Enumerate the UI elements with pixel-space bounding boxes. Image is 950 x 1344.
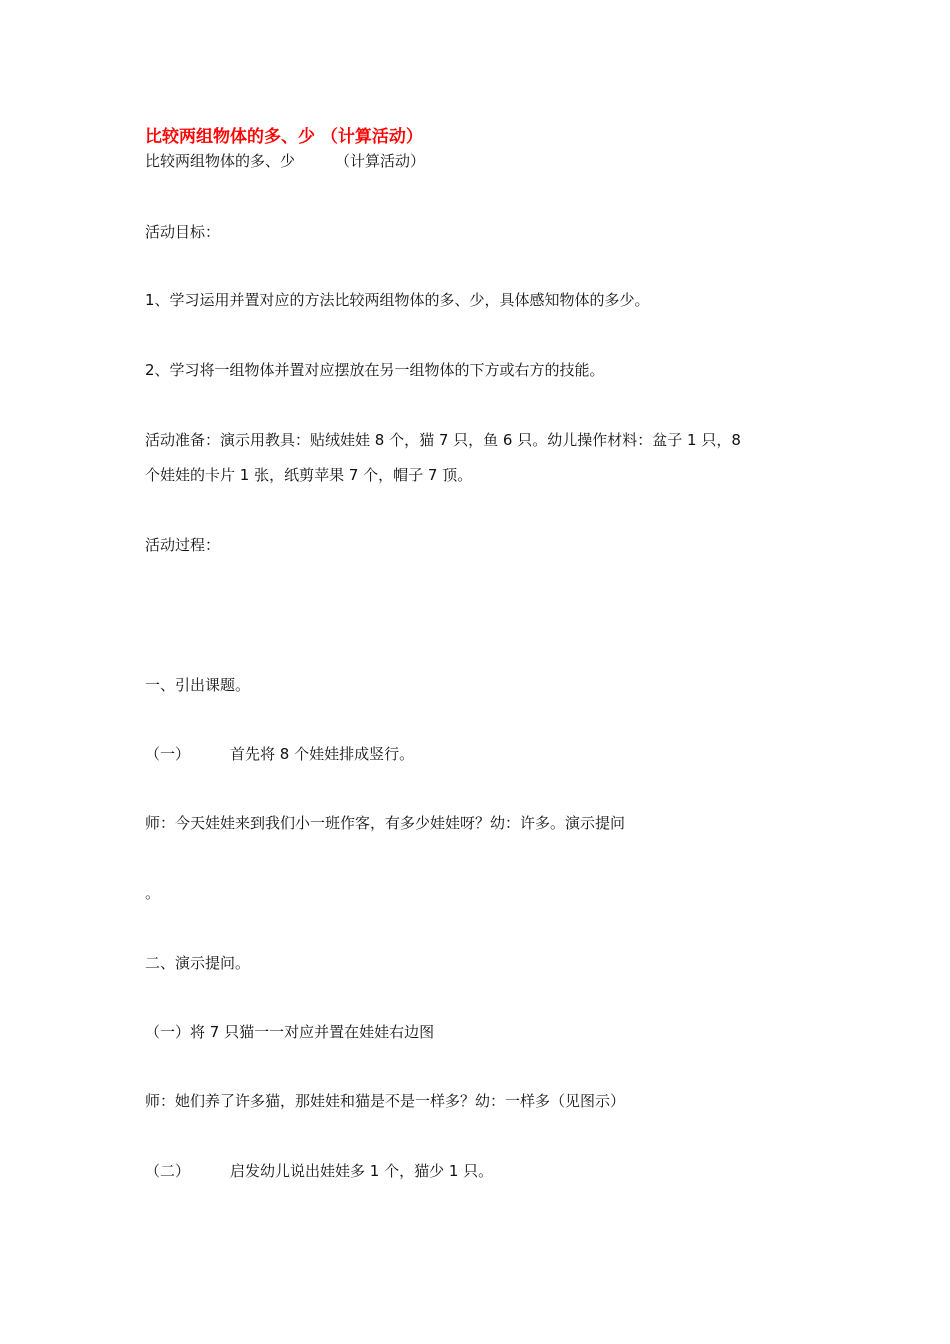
step-2-1: （一）将 7 只猫一一对应并置在娃娃右边图	[145, 1023, 435, 1041]
step-1-1	[145, 744, 414, 764]
step-number: （二）	[145, 1162, 191, 1180]
step-2-2	[145, 1161, 493, 1181]
subtitle-activity: （计算活动）	[335, 152, 426, 170]
teacher-dialogue-1: 师：今天娃娃来到我们小一班作客，有多少娃娃呀？幼：许多。演示提问	[145, 814, 626, 832]
section-heading-2: 二、演示提问。	[145, 954, 251, 972]
step-number: （一）	[145, 745, 191, 763]
preparation-line-2: 个娃娃的卡片 1 张，纸剪苹果 7 个，帽子 7 顶。	[145, 466, 473, 484]
subtitle-main: 比较两组物体的多、少	[145, 152, 296, 170]
goal-item-1: 1、学习运用并置对应的方法比较两组物体的多、少，具体感知物体的多少。	[145, 291, 650, 309]
document-title: 比较两组物体的多、少 （计算活动）	[145, 127, 423, 147]
teacher-dialogue-2: 师：她们养了许多猫，那娃娃和猫是不是一样多？幼：一样多（见图示）	[145, 1092, 626, 1110]
document-subtitle	[145, 151, 425, 171]
step-text: 启发幼儿说出娃娃多 1 个，猫少 1 只。	[230, 1162, 494, 1180]
step-text: 首先将 8 个娃娃排成竖行。	[230, 745, 415, 763]
goal-heading: 活动目标：	[145, 223, 221, 241]
preparation-line-1: 活动准备：演示用教具：贴绒娃娃 8 个，猫 7 只，鱼 6 只。幼儿操作材料：盆子 1 只，8	[145, 431, 741, 449]
section-heading-1: 一、引出课题。	[145, 676, 251, 694]
process-heading: 活动过程：	[145, 536, 221, 554]
goal-item-2: 2、学习将一组物体并置对应摆放在另一组物体的下方或右方的技能。	[145, 361, 605, 379]
trailing-period: 。	[145, 884, 161, 902]
